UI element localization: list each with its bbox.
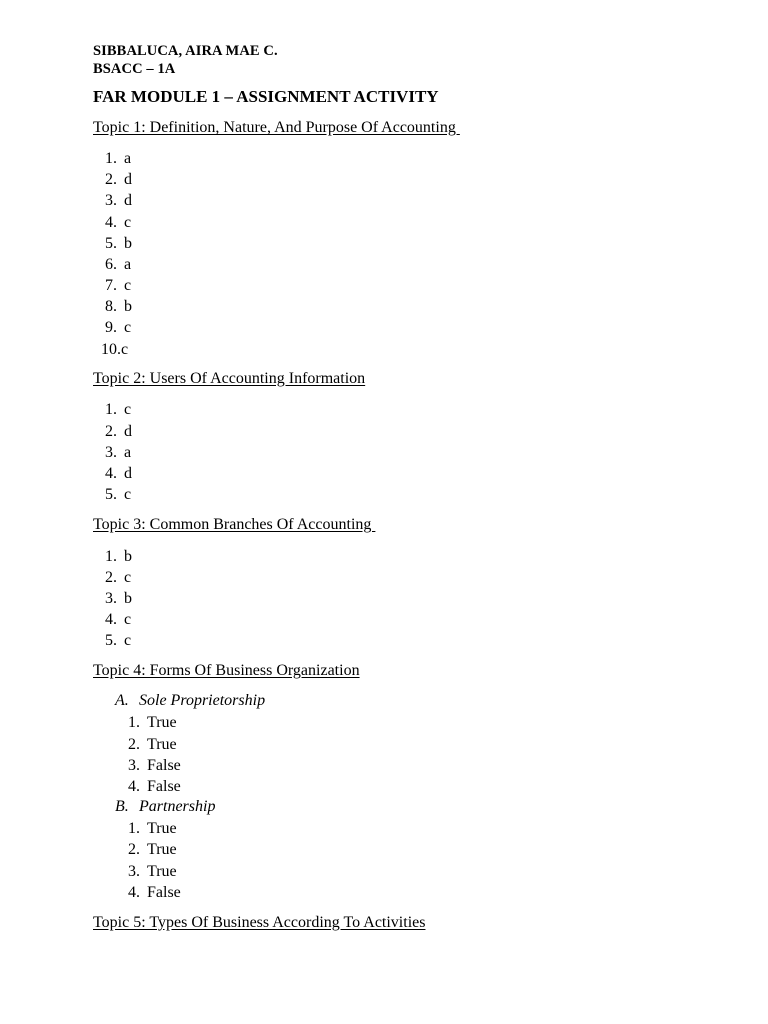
list-item: 5. c bbox=[105, 632, 132, 649]
subsection-heading: A. Sole Proprietorship bbox=[115, 692, 266, 709]
list-item: 2. d bbox=[105, 171, 132, 188]
list-item: 2. c bbox=[105, 569, 132, 586]
list-item: 9. c bbox=[105, 319, 132, 336]
list-item: 1. True bbox=[128, 820, 177, 837]
list-item: 3. b bbox=[105, 590, 132, 607]
list-item: 1. True bbox=[128, 714, 177, 731]
list-item: 4. c bbox=[105, 611, 132, 628]
list-item: 3. d bbox=[105, 192, 132, 209]
list-item: 4. c bbox=[105, 214, 132, 231]
list-item: 4. False bbox=[128, 778, 181, 795]
list-item: 2. True bbox=[128, 841, 177, 858]
topic-heading: Topic 3: Common Branches Of Accounting bbox=[93, 516, 376, 533]
list-item: 10.c bbox=[101, 341, 129, 358]
topic-heading: Topic 4: Forms Of Business Organization bbox=[93, 662, 360, 679]
list-item: 5. b bbox=[105, 235, 132, 252]
list-item: 5. c bbox=[105, 486, 132, 503]
topic-heading: Topic 1: Definition, Nature, And Purpose Of Accounting bbox=[93, 119, 460, 136]
list-item: 1. c bbox=[105, 401, 132, 418]
list-item: 2. True bbox=[128, 736, 177, 753]
document-title: FAR MODULE 1 – ASSIGNMENT ACTIVITY bbox=[93, 87, 439, 106]
list-item: 4. d bbox=[105, 465, 132, 482]
list-item: 2. d bbox=[105, 423, 132, 440]
list-item: 1. b bbox=[105, 548, 132, 565]
list-item: 6. a bbox=[105, 256, 132, 273]
list-item: 8. b bbox=[105, 298, 132, 315]
list-item: 3. True bbox=[128, 863, 177, 880]
list-item: 4. False bbox=[128, 884, 181, 901]
subsection-heading: B. Partnership bbox=[115, 798, 216, 815]
list-item: 1. a bbox=[105, 150, 132, 167]
student-name: SIBBALUCA, AIRA MAE C. bbox=[93, 43, 278, 59]
list-item: 7. c bbox=[105, 277, 132, 294]
list-item: 3. False bbox=[128, 757, 181, 774]
topic-heading: Topic 5: Types Of Business According To Activities bbox=[93, 914, 426, 931]
list-item: 3. a bbox=[105, 444, 132, 461]
topic-heading: Topic 2: Users Of Accounting Information bbox=[93, 370, 366, 387]
student-section: BSACC – 1A bbox=[93, 61, 176, 77]
